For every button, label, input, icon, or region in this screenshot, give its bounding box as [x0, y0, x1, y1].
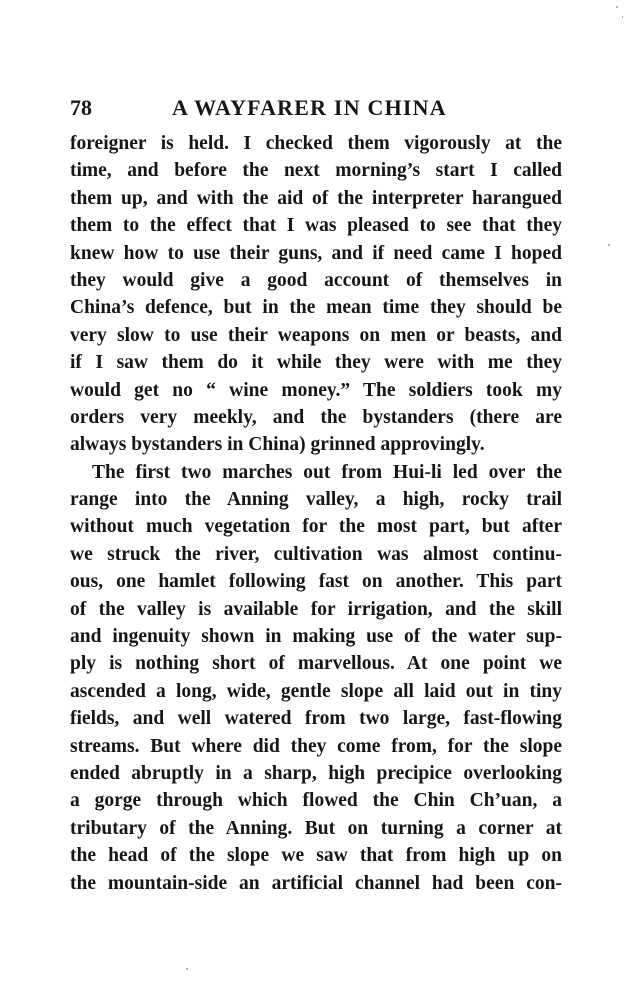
text-line: them up, and with the aid of the interpreter harangued [70, 187, 562, 209]
text-line: without much vegetation for the most part, but after [70, 516, 562, 538]
text-line: the mountain-side an artificial channel had been con- [70, 872, 562, 894]
text-line: we struck the river, cultivation was almost continu- [70, 543, 562, 565]
scan-speck [622, 16, 623, 18]
text-line: fields, and well watered from two large, fast-flowing [70, 708, 562, 730]
page-header [70, 94, 564, 124]
text-line: of the valley is available for irrigation, and the skill [70, 598, 562, 620]
text-line: time, and before the next morning’s start I called [70, 160, 562, 182]
text-line: them to the effect that I was pleased to see that they [70, 215, 562, 237]
text-line: if I saw them do it while they were with me they [70, 352, 562, 374]
scan-speck [186, 968, 188, 970]
text-line: ascended a long, wide, gentle slope all laid out in tiny [70, 680, 562, 702]
text-line: a gorge through which flowed the Chin Ch’uan, a [70, 790, 562, 812]
text-line: ous, one hamlet following fast on another. This part [70, 571, 562, 593]
body-text [70, 130, 562, 897]
text-line: tributary of the Anning. But on turning a corner at [70, 817, 562, 839]
text-line: knew how to use their guns, and if need came I hoped [70, 242, 562, 264]
scan-speck [616, 6, 618, 8]
text-line: China’s defence, but in the mean time they should be [70, 297, 562, 319]
text-line: range into the Anning valley, a high, rocky trail [70, 489, 562, 511]
page-number: 78 [70, 95, 92, 120]
text-line: orders very meekly, and the bystanders (there are [70, 406, 562, 428]
text-line: always bystanders in China) grinned approvingly. [70, 434, 485, 456]
scan-speck [608, 244, 610, 246]
text-line: the head of the slope we saw that from high up on [70, 845, 562, 867]
text-line: streams. But where did they come from, for the slope [70, 735, 562, 757]
text-line: ply is nothing short of marvellous. At one point we [70, 653, 562, 675]
text-line: they would give a good account of themselves in [70, 269, 562, 291]
text-line: and ingenuity shown in making use of the water sup- [70, 626, 562, 648]
text-line: foreigner is held. I checked them vigorously at the [70, 133, 562, 154]
text-line: would get no “ wine money.” The soldiers took my [70, 379, 562, 401]
text-line: very slow to use their weapons on men or beasts, and [70, 324, 562, 346]
text-line: ended abruptly in a sharp, high precipice overlooking [70, 762, 562, 784]
text-line: The first two marches out from Hui-li led over the [92, 461, 562, 483]
running-title: A WAYFARER IN CHINA [172, 95, 447, 120]
